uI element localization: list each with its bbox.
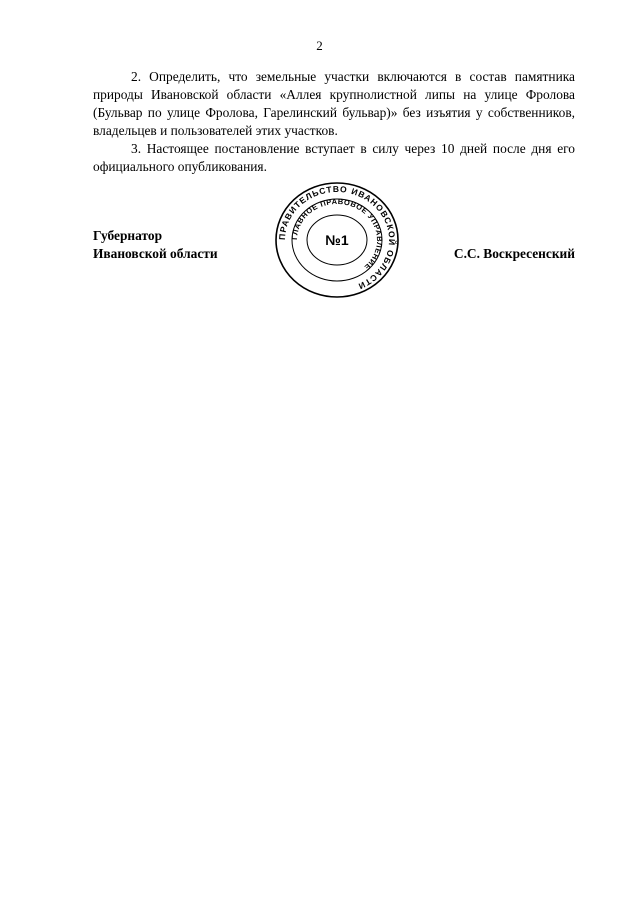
official-stamp [272,180,402,300]
signatory-position [93,227,218,263]
stamp-seal-icon [272,180,402,300]
signatory-position-line2: Ивановской области [93,246,218,261]
paragraph-2: 2. Определить, что земельные участки включаются в состав памятника природы Ивановской области «Аллея крупнолистной липы на улице Фролова (Бульвар по улице Фролова, Гарелинский бульвар)» без изъятия у собственников, владельцев и пользователей этих участков. [93,69,575,138]
document-body [93,68,575,176]
signatory-position-line1: Губернатор [93,228,163,243]
paragraph-3: 3. Настоящее постановление вступает в силу через 10 дней после дня его официального опубликования. [93,141,575,174]
stamp-number: №1 [325,232,349,248]
page-number: 2 [316,38,323,53]
stamp-outer-text: ПРАВИТЕЛЬСТВО ИВАНОВСКОЙ ОБЛАСТИ [276,183,398,292]
signatory-name: С.С. Воскресенский [453,246,575,261]
stamp-inner-text: ГЛАВНОЕ ПРАВОВОЕ УПРАВЛЕНИЕ [289,196,385,273]
